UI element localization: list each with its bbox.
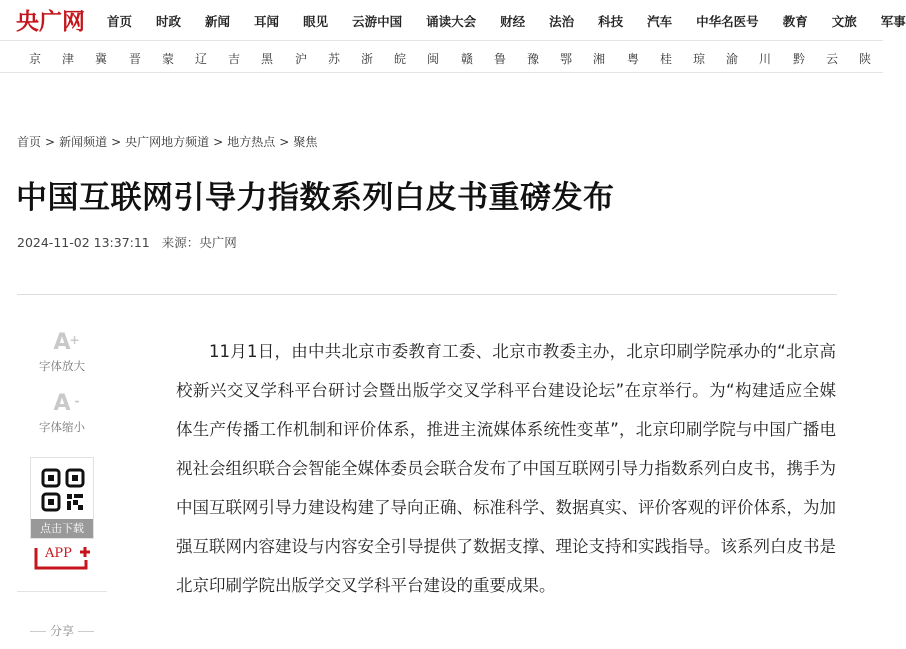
nav-item[interactable]: 耳闻 (254, 13, 280, 29)
region-link[interactable]: 吉 (228, 52, 241, 66)
font-increase-label: 字体放大 (39, 359, 85, 373)
article-title: 中国互联网引导力指数系列白皮书重磅发布 (16, 180, 615, 216)
nav-item[interactable]: 首页 (107, 13, 133, 29)
nav-item[interactable]: 汽车 (647, 13, 673, 29)
region-link[interactable]: 渝 (726, 52, 739, 66)
region-link[interactable]: 津 (62, 52, 75, 66)
region-link[interactable]: 湘 (593, 52, 606, 66)
region-link[interactable]: 川 (759, 52, 772, 66)
region-link[interactable]: 云 (826, 52, 839, 66)
nav-item[interactable]: 教育 (782, 13, 808, 29)
region-link[interactable]: 闽 (427, 52, 440, 66)
top-navigation (0, 0, 906, 41)
breadcrumb-separator: > (213, 135, 224, 149)
breadcrumb-link[interactable]: 聚焦 (293, 135, 318, 149)
region-link[interactable]: 浙 (361, 52, 374, 66)
nav-item[interactable]: 新闻 (205, 13, 231, 29)
region-link[interactable]: 黑 (261, 52, 274, 66)
breadcrumb-link[interactable]: 地方热点 (227, 135, 276, 149)
article-meta (17, 233, 245, 251)
breadcrumb-separator: > (279, 135, 290, 149)
region-link[interactable]: 鄂 (560, 52, 573, 66)
region-link[interactable]: 豫 (527, 52, 540, 66)
header-divider (17, 294, 837, 295)
font-decrease-icon: A - (53, 391, 80, 416)
breadcrumb-link[interactable]: 首页 (17, 135, 42, 149)
nav-item[interactable]: 财经 (500, 13, 526, 29)
nav-item[interactable]: 法治 (549, 13, 575, 29)
app-download-badge[interactable] (34, 546, 94, 570)
region-link[interactable]: 鲁 (494, 52, 507, 66)
nav-item[interactable]: 文旅 (831, 13, 857, 29)
region-link[interactable]: 赣 (461, 52, 474, 66)
article-body: 11月1日，由中共北京市委教育工委、北京市教委主办，北京印刷学院承办的“北京高校新兴交叉学科平台研讨会暨出版学交叉学科平台建设论坛”在京举行。为“构建适应全媒体生产传播工作机制和评价体系，推进主流媒体系统性变革”，北京印刷学院与中国广播电视社会组织联合会智能全媒体委员会联合发布了中国互联网引导力指数系列白皮书，携手为中国互联网引导力建设构建了导向正确、标准科学、数据真实、评价客观的评价体系，为加强互联网内容建设与内容安全引导提供了数据支撑、理论支持和实践指导。该系列白皮书是北京印刷学院出版学交叉学科平台建设的重要成果。 (176, 342, 836, 595)
font-increase-icon: A + (53, 330, 80, 355)
nav-item[interactable]: 科技 (598, 13, 624, 29)
region-link[interactable]: 沪 (295, 52, 308, 66)
share-label: 分享 (24, 622, 100, 639)
region-link[interactable]: 皖 (394, 52, 407, 66)
logo-text[interactable]: 央广网 (16, 7, 85, 35)
region-link[interactable]: 桂 (660, 52, 673, 66)
font-decrease-button[interactable] (30, 391, 94, 435)
font-increase-button[interactable] (30, 330, 94, 374)
nav-item[interactable]: 中华名医号 (696, 13, 759, 29)
app-label[interactable]: APP (45, 546, 72, 561)
nav-item[interactable]: 军事 (880, 13, 906, 29)
breadcrumb (17, 133, 317, 150)
tools-divider (17, 591, 107, 592)
region-link[interactable]: 黔 (793, 52, 806, 66)
nav-item[interactable]: 云游中国 (352, 13, 403, 29)
region-link[interactable]: 晋 (129, 52, 142, 66)
region-link[interactable]: 辽 (195, 52, 208, 66)
region-link[interactable]: 琼 (693, 52, 706, 66)
font-decrease-label: 字体缩小 (39, 420, 85, 434)
nav-item[interactable]: 时政 (156, 13, 182, 29)
breadcrumb-separator: > (45, 135, 56, 149)
download-caption[interactable]: 点击下载 (31, 519, 93, 538)
breadcrumb-link[interactable]: 央广网地方频道 (125, 135, 210, 149)
breadcrumb-separator: > (111, 135, 122, 149)
qr-code-icon (42, 469, 84, 511)
nav-item[interactable]: 诵读大会 (426, 13, 477, 29)
site-logo[interactable] (16, 5, 85, 33)
region-link[interactable]: 粤 (627, 52, 640, 66)
region-link[interactable]: 苏 (328, 52, 341, 66)
region-link[interactable]: 冀 (95, 52, 108, 66)
region-link[interactable]: 京 (29, 52, 42, 66)
article-source: 来源：央广网 (161, 235, 237, 250)
breadcrumb-link[interactable]: 新闻频道 (59, 135, 108, 149)
region-nav (0, 42, 883, 73)
nav-item[interactable]: 眼见 (303, 13, 329, 29)
region-link[interactable]: 陕 (859, 52, 872, 66)
region-link[interactable]: 蒙 (162, 52, 175, 66)
main-nav (96, 0, 906, 41)
app-qr-code[interactable] (30, 457, 94, 539)
publish-datetime: 2024-11-02 13:37:11 (17, 235, 150, 250)
